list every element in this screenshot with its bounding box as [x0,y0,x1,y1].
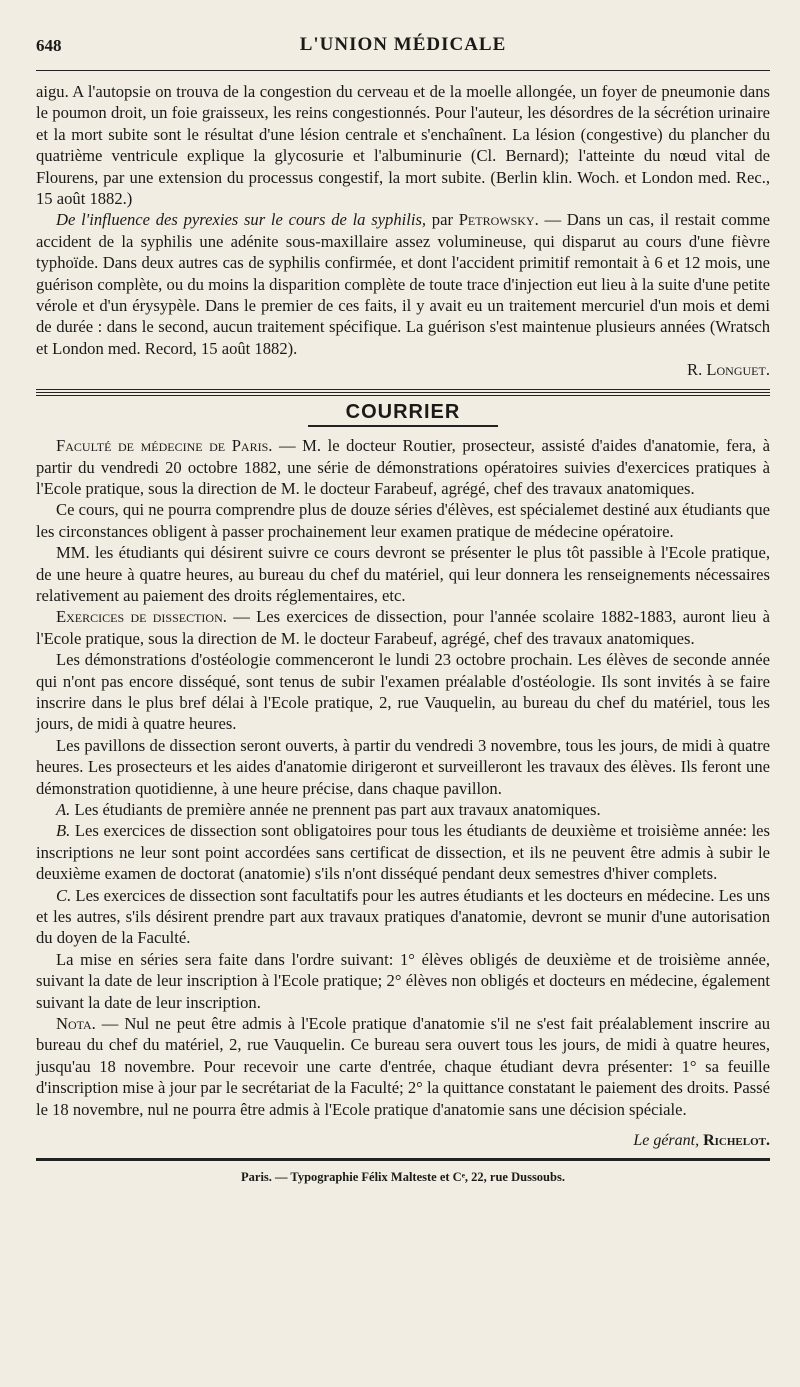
paragraph-nota [36,1013,770,1120]
paragraph-mise: La mise en séries sera faite dans l'ordre suivant: 1° élèves obligés de deuxième et de troisième année, suivant la date de leur inscription à l'Ecole pratique; 2° élèves non obligés et docteurs en médecine, également suivant la date de leur inscription. [36,949,770,1012]
faculte-heading: Faculté de médecine de Paris. [56,436,273,456]
paragraph-demonstrations: Les démonstrations d'ostéologie commenceront le lundi 23 octobre prochain. Les élèves de seconde année qui n'ont pas encore disséqué, sont tenus de subir l'examen préalable d'ostéologie. Ils sont invités à se faire inscrire dans le plus bref délai à l'Ecole pratique, 2, rue Vauquelin, au bureau du chef du matériel, tous les jours, de midi à quatre heures. [36,650,770,734]
item-label-b: B. [56,821,71,841]
page-header [36,36,770,71]
paragraph-exercices [36,606,770,649]
paragraph-autopsie: aigu. A l'autopsie on trouva de la congestion du cerveau et de la moelle allongée, un foyer de pneumonie dans le poumon droit, un foie graisseux, les reins congestionnés. Pour l'auteur, les désordres de la sécrétion urinaire et la mort subite sont le résultat d'une lésion centrale et s'enchaînent. La lésion (congestive) du plancher du quatrième ventricule explique la glycosurie et l'albuminurie (Cl. Bernard); l'atteinte du nœud vital de Flourens, par une extension du processus congestif, la mort subite. (Berlin klin. Woch. et London med. Rec., 15 août 1882.) [36,82,770,209]
paragraph-faculte [36,435,770,499]
exercices-heading: Exercices de dissection. [56,607,227,627]
gerant-line [36,1130,770,1151]
signature: R. Longuet. [687,360,770,380]
section-divider [36,389,770,396]
paragraph-c [36,885,770,949]
item-text-c: Les exercices de dissection sont facultatifs pour les autres étudiants et les docteurs en médecine. Les uns et les autres, s'ils désirent prendre part aux travaux pratiques d'anatomie, devront se munir d'une autorisation du doyen de la Faculté. [36,885,770,948]
item-label-a: A. [56,800,71,819]
faculte-text: — M. le docteur Routier, prosecteur, assisté d'aides d'anatomie, fera, à partir du vendredi 20 octobre 1882, une série de démonstrations opératoires suivies d'exercices pratiques à l'Ecole pratique, sous la direction de M. le docteur Farabeuf, agrégé, chef des travaux anatomiques. [36,436,771,498]
article-author: Petrowsky. [458,210,539,230]
paragraph-a [36,799,770,820]
footer-rule [36,1158,770,1161]
byline-par: par [426,210,459,230]
item-text-a: Les étudiants de première année ne prennent pas part aux travaux anatomiques. [70,800,601,819]
page-number: 648 [36,36,62,55]
nota-heading: Nota. [56,1014,96,1034]
section-title-rule [308,425,498,427]
paragraph-mm: MM. les étudiants qui désirent suivre ce cours devront se présenter le plus tôt passible à l'Ecole pratique, de une heure à quatre heures, au bureau du chef du matériel, qui leur donnera les renseignements nécessaires relativement au paiement des droits réglementaires, etc. [36,543,770,605]
paragraph-pavillons: Les pavillons de dissection seront ouverts, à partir du vendredi 3 novembre, tous les jours, de midi à quatre heures. Les prosecteurs et les aides d'anatomie dirigeront et surveilleront les travaux des élèves. Ils feront une démonstration quotidienne, à une heure précise, dans chaque pavillon. [36,735,770,798]
item-label-c: C. [56,885,72,905]
gerant-name: Richelot. [703,1132,770,1150]
paragraph-pyrexies [36,209,770,359]
section-title: COURRIER [345,400,461,423]
gerant-label: Le gérant, [633,1132,700,1150]
exercices-text: — Les exercices de dissection, pour l'année scolaire 1882-1883, auront lieu à l'Ecole pratique, sous la direction de M. le docteur Farabeuf, agrégé, chef des travaux anatomiques. [36,607,770,648]
paragraph-b [36,820,770,884]
paragraph-cours: Ce cours, qui ne pourra comprendre plus de douze séries d'élèves, est spécialemet destiné aux étudiants que les circonstances obligent à passer prochainement leur examen pratique de médecine opératoire. [36,500,770,541]
paragraph-text: — Dans un cas, il restait comme accident de la syphilis une adénite sous-maxillaire assez volumineuse, qui disparut au cours d'une fièvre typhoïde. Dans deux autres cas de syphilis confirmée, et dont l'accident primitif remontait à 6 et 12 mois, une guérison complète, ou du moins la disparition complète de toute trace d'injection eut lieu à la suite d'une petite vérole et d'un érysypèle. Dans le premier de ces faits, il y avait eu un traitement mercuriel d'un mois et demi de durée : dans le second, aucun traitement spécifique. La guérison s'est maintenue plusieurs années (Wratsch et London med. Record, 15 août 1882). [36,210,770,358]
journal-page [0,36,800,1387]
item-text-b: Les exercices de dissection sont obligatoires pour tous les étudiants de deuxième et troisième année: les inscriptions ne leur sont point accordées sans certificat de dissection, et ils ne peuvent être admis à subir le deuxième examen de doctorat (anatomie) s'ils n'ont disséqué pendant deux semestres d'hiver complets. [36,821,770,884]
nota-text: — Nul ne peut être admis à l'Ecole pratique d'anatomie s'il ne s'est fait préalablement inscrire au bureau du chef du matériel, 2, rue Vauquelin. Ce bureau sera ouvert tous les jours, de midi à quatre heures, jusqu'au 18 novembre. Pour recevoir une carte d'entrée, chaque étudiant devra présenter: 1° sa feuille d'inscription mise à jour par le secrétariat de la Faculté; 2° la quittance constatant le paiement des droits. Passé le 18 novembre, nul ne pourra être admis à l'Ecole pratique d'anatomie sans une décision spéciale. [36,1014,770,1119]
article-body [36,81,770,1188]
running-title: L'UNION MÉDICALE [299,34,507,55]
printer-imprint: Paris. — Typographie Félix Malteste et Cᵉ, 22, rue Dussoubs. [241,1169,565,1184]
article-title: De l'influence des pyrexies sur le cours de la syphilis, [56,210,427,230]
